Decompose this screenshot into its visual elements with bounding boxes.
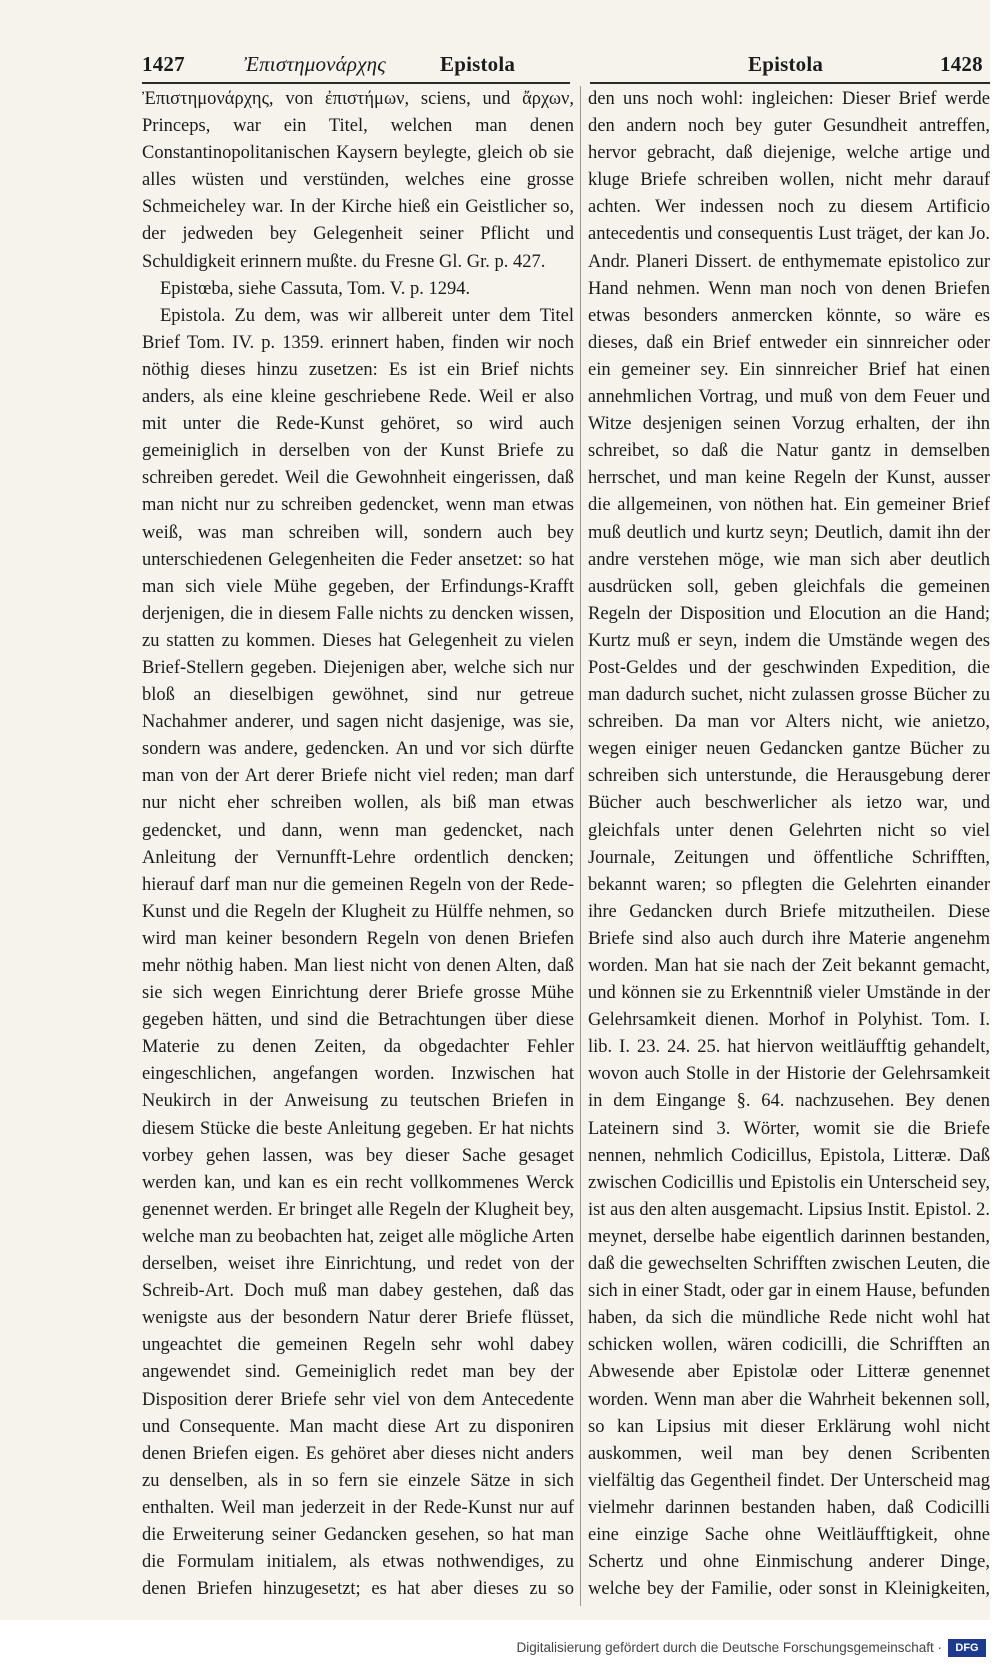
- header-title-right: Epistola: [748, 52, 824, 76]
- header-rule-left: [142, 82, 570, 84]
- column-divider: [580, 86, 581, 1606]
- entry-epistola-continued: den uns noch wohl: ingleichen: Dieser Brief werde den andern noch bey guter Gesundheit antreffen, hervor gebracht, daß diejenige, welche artige und kluge Briefe schreiben wollen, nicht mehr darauf achten. Wer indessen noch zu diesem Artificio antecedentis und consequentis Lust träget, der kan Jo. Andr. Planeri Dissert. de enthymemate epistolico zur Hand nehmen. Wenn man noch von denen Briefen etwas besonders anmercken könnte, so wäre es dieses, daß ein Brief entweder ein sinnreicher oder ein gemeiner sey. Ein sinnreicher Brief hat einen annehmlichen Vortrag, und muß von dem Feuer und Witze desjenigen seinen Vorzug erhalten, der ihn schreibet, so daß die Natur gantz in demselben herrschet, und man keine Regeln der Kunst, ausser die allgemeinen, von nöthen hat. Ein gemeiner Brief muß deutlich und kurtz seyn; Deutlich, damit ihn der andre verstehen möge, wie man sich aber deutlich ausdrücken soll, geben gleichfals die gemeinen Regeln der Disposition und Elocution an die Hand; Kurtz muß er seyn, indem die Umstände wegen des Post-Geldes und der geschwinden Expedition, die man dadurch suchet, nicht zulassen grosse Bücher zu schreiben. Da man vor Alters nicht, wie anietzo, wegen einiger neuen Gedancken gantze Bücher zu schreiben sich unterstunde, die Herausgebung derer Bücher auch beschwerlicher als ietzo war, und gleichfals unter denen Gelehrten nicht so viel Journale, Zeitungen und öffentliche Schrifften, bekannt waren; so pflegten die Gelehrten einander ihre Gedancken durch Briefe mitzutheilen. Diese Briefe sind also auch durch ihre Materie angenehm worden. Man hat sie nach der Zeit bekannt gemacht, und können sie zu Erkenntniß vieler Umstände in der Gelehrsamkeit dienen. Morhof in Polyhist. Tom. I. lib. I. 23. 24. 25. hat hiervon weitläufftig gehandelt, wovon auch Stolle in der Historie der Gelehrsamkeit in dem Eingange §. 64. nachzusehen. Bey denen Lateinern sind 3. Wörter, womit sie die Briefe nennen, nehmlich Codicillus, Epistola, Litteræ. Daß zwischen Codicillis und Epistolis ein Unterscheid sey, ist aus den alten ausgemacht. Lipsius Instit. Epistol. 2. meynet, derselbe habe eigentlich darinnen bestanden, daß die gewechselten Schrifften zwischen Leuten, die sich in einer Stadt, oder gar in einem Hause, befunden haben, da sich die mündliche Rede nicht wohl hat schicken wollen, wären codicilli, die Schrifften an Abwesende aber Epistolæ oder Litteræ genennet worden. Wenn man aber die Wahrheit bekennen soll, so kan Lipsius mit dieser Erklärung wohl nicht auskommen, weil man bey denen Scribenten vielfältig das Gegentheil findet. Der Unterscheid mag vielmehr darinnen bestanden haben, daß Codicilli eine einzige Sache ohne Weitläufftigkeit, ohne Schertz und ohne Einmischung anderer Dinge, welche bey der Familie, oder sonst in Kleinigkeiten,: [588, 89, 990, 1600]
- entry-epistoeba: Epistœba, siehe Cassuta, Tom. V. p. 1294.: [160, 278, 471, 299]
- header-rule-right: [590, 82, 990, 84]
- left-column: [142, 86, 574, 1606]
- running-header: [0, 0, 990, 84]
- header-title-left: Epistola: [440, 52, 516, 76]
- entry-epistemonarches: Ἐπιστημονάρχης, von ἐπιστήμων, sciens, und ἄρχων, Princeps, war ein Titel, welchen man denen Constantinopolitanischen Kaysern beylegte, gleich ob sie alles wüsten und verstünden, welches eine grosse Schmeicheley war. In der Kirche hieß ein Geistlicher so, der jedweden bey Gelegenheit seiner Pflicht und Schuldigkeit erinnern mußte. du Fresne Gl. Gr. p. 427.: [142, 89, 574, 272]
- entry-epistola: Epistola. Zu dem, was wir allbereit unter dem Titel Brief Tom. IV. p. 1359. erinnert haben, finden wir noch nöthig dieses hinzu zusetzen: Es ist ein Brief nichts anders, als eine kleine geschriebene Rede. Weil er also mit unter die Rede-Kunst gehöret, so wird auch gemeiniglich in derselben von der Kunst Briefe zu schreiben geredet. Weil die Gewohnheit eingerissen, daß man nicht nur zu schreiben gedencket, wenn man etwas weiß, was man schreiben will, sondern auch bey unterschiedenen Gelegenheiten die Feder ansetzet: so hat man sich viele Mühe gegeben, der Erfindungs-Krafft derjenigen, die in diesem Falle nichts zu dencken wissen, zu statten zu kommen. Dieses hat Gelegenheit zu vielen Brief-Stellern gegeben. Diejenigen aber, welche sich nur bloß an dieselbigen gewöhnet, sind nur getreue Nachahmer anderer, und sagen nicht dasjenige, was sie, sondern was andere, gedencken. An und vor sich dürfte man von der Art derer Briefe nicht viel reden; man darf nur nicht eher schreiben wollen, als biß man etwas gedencket, und dann, wenn man gedencket, nach Anleitung der Vernunfft-Lehre ordentlich dencken; hierauf darf man nur die gemeinen Regeln von der Rede-Kunst und die Regeln der Klugheit zu Hülffe nehmen, so wird man keiner besondern Regeln von denen Briefen mehr nöthig haben. Man liest nicht von denen Alten, daß sie sich wegen Einrichtung derer Briefe grosse Mühe gegeben hätten, und sind die Betrachtungen über diese Materie zu denen Zeiten, da obgedachter Fehler eingeschlichen, angefangen worden. Inzwischen hat Neukirch in der Anweisung zu teutschen Briefen in diesem Stücke die beste Anleitung gegeben. Er hat nichts vorbey gehen lassen, was bey dieser Sache gesaget werden kan, und kan es ein recht vollkommenes Werck genennet werden. Er bringet alle Regeln der Klugheit bey, welche man zu beobachten hat, zeiget alle mögliche Arten derselben, weiset ihre Einrichtung, und redet von der Schreib-Art. Doch muß man dabey gestehen, daß das wenigste aus der besondern Natur derer Briefe flüsset, ungeachtet die gemeinen Regeln sehr wohl dabey angewendet sind. Gemeiniglich redet man bey der Disposition derer Briefe sehr viel von dem Antecedente und Consequente. Man macht diese Art zu disponiren denen Briefen eigen. Es gehöret aber dieses nicht anders zu denselben, als in so fern sie einzele Sätze in sich enthalten. Weil man jederzeit in der Rede-Kunst nur auf die Erweiterung seiner Gedancken gesehen, so hat man die Formulam initialem, als etwas nothwendiges, zu denen Briefen hinzugesetzt; es hat aber dieses zu so: [142, 305, 574, 1600]
- page-number-left: 1427: [142, 52, 185, 76]
- footer: [0, 1628, 1000, 1665]
- digitization-credit: Digitalisierung gefördert durch die Deutsche Forschungsgemeinschaft ·: [516, 1640, 942, 1655]
- page-number-right: 1428: [940, 52, 983, 76]
- right-column: [588, 86, 990, 1606]
- dfg-logo: DFG: [948, 1639, 986, 1657]
- header-greek-word: Ἐπιστημονάρχης: [244, 52, 386, 76]
